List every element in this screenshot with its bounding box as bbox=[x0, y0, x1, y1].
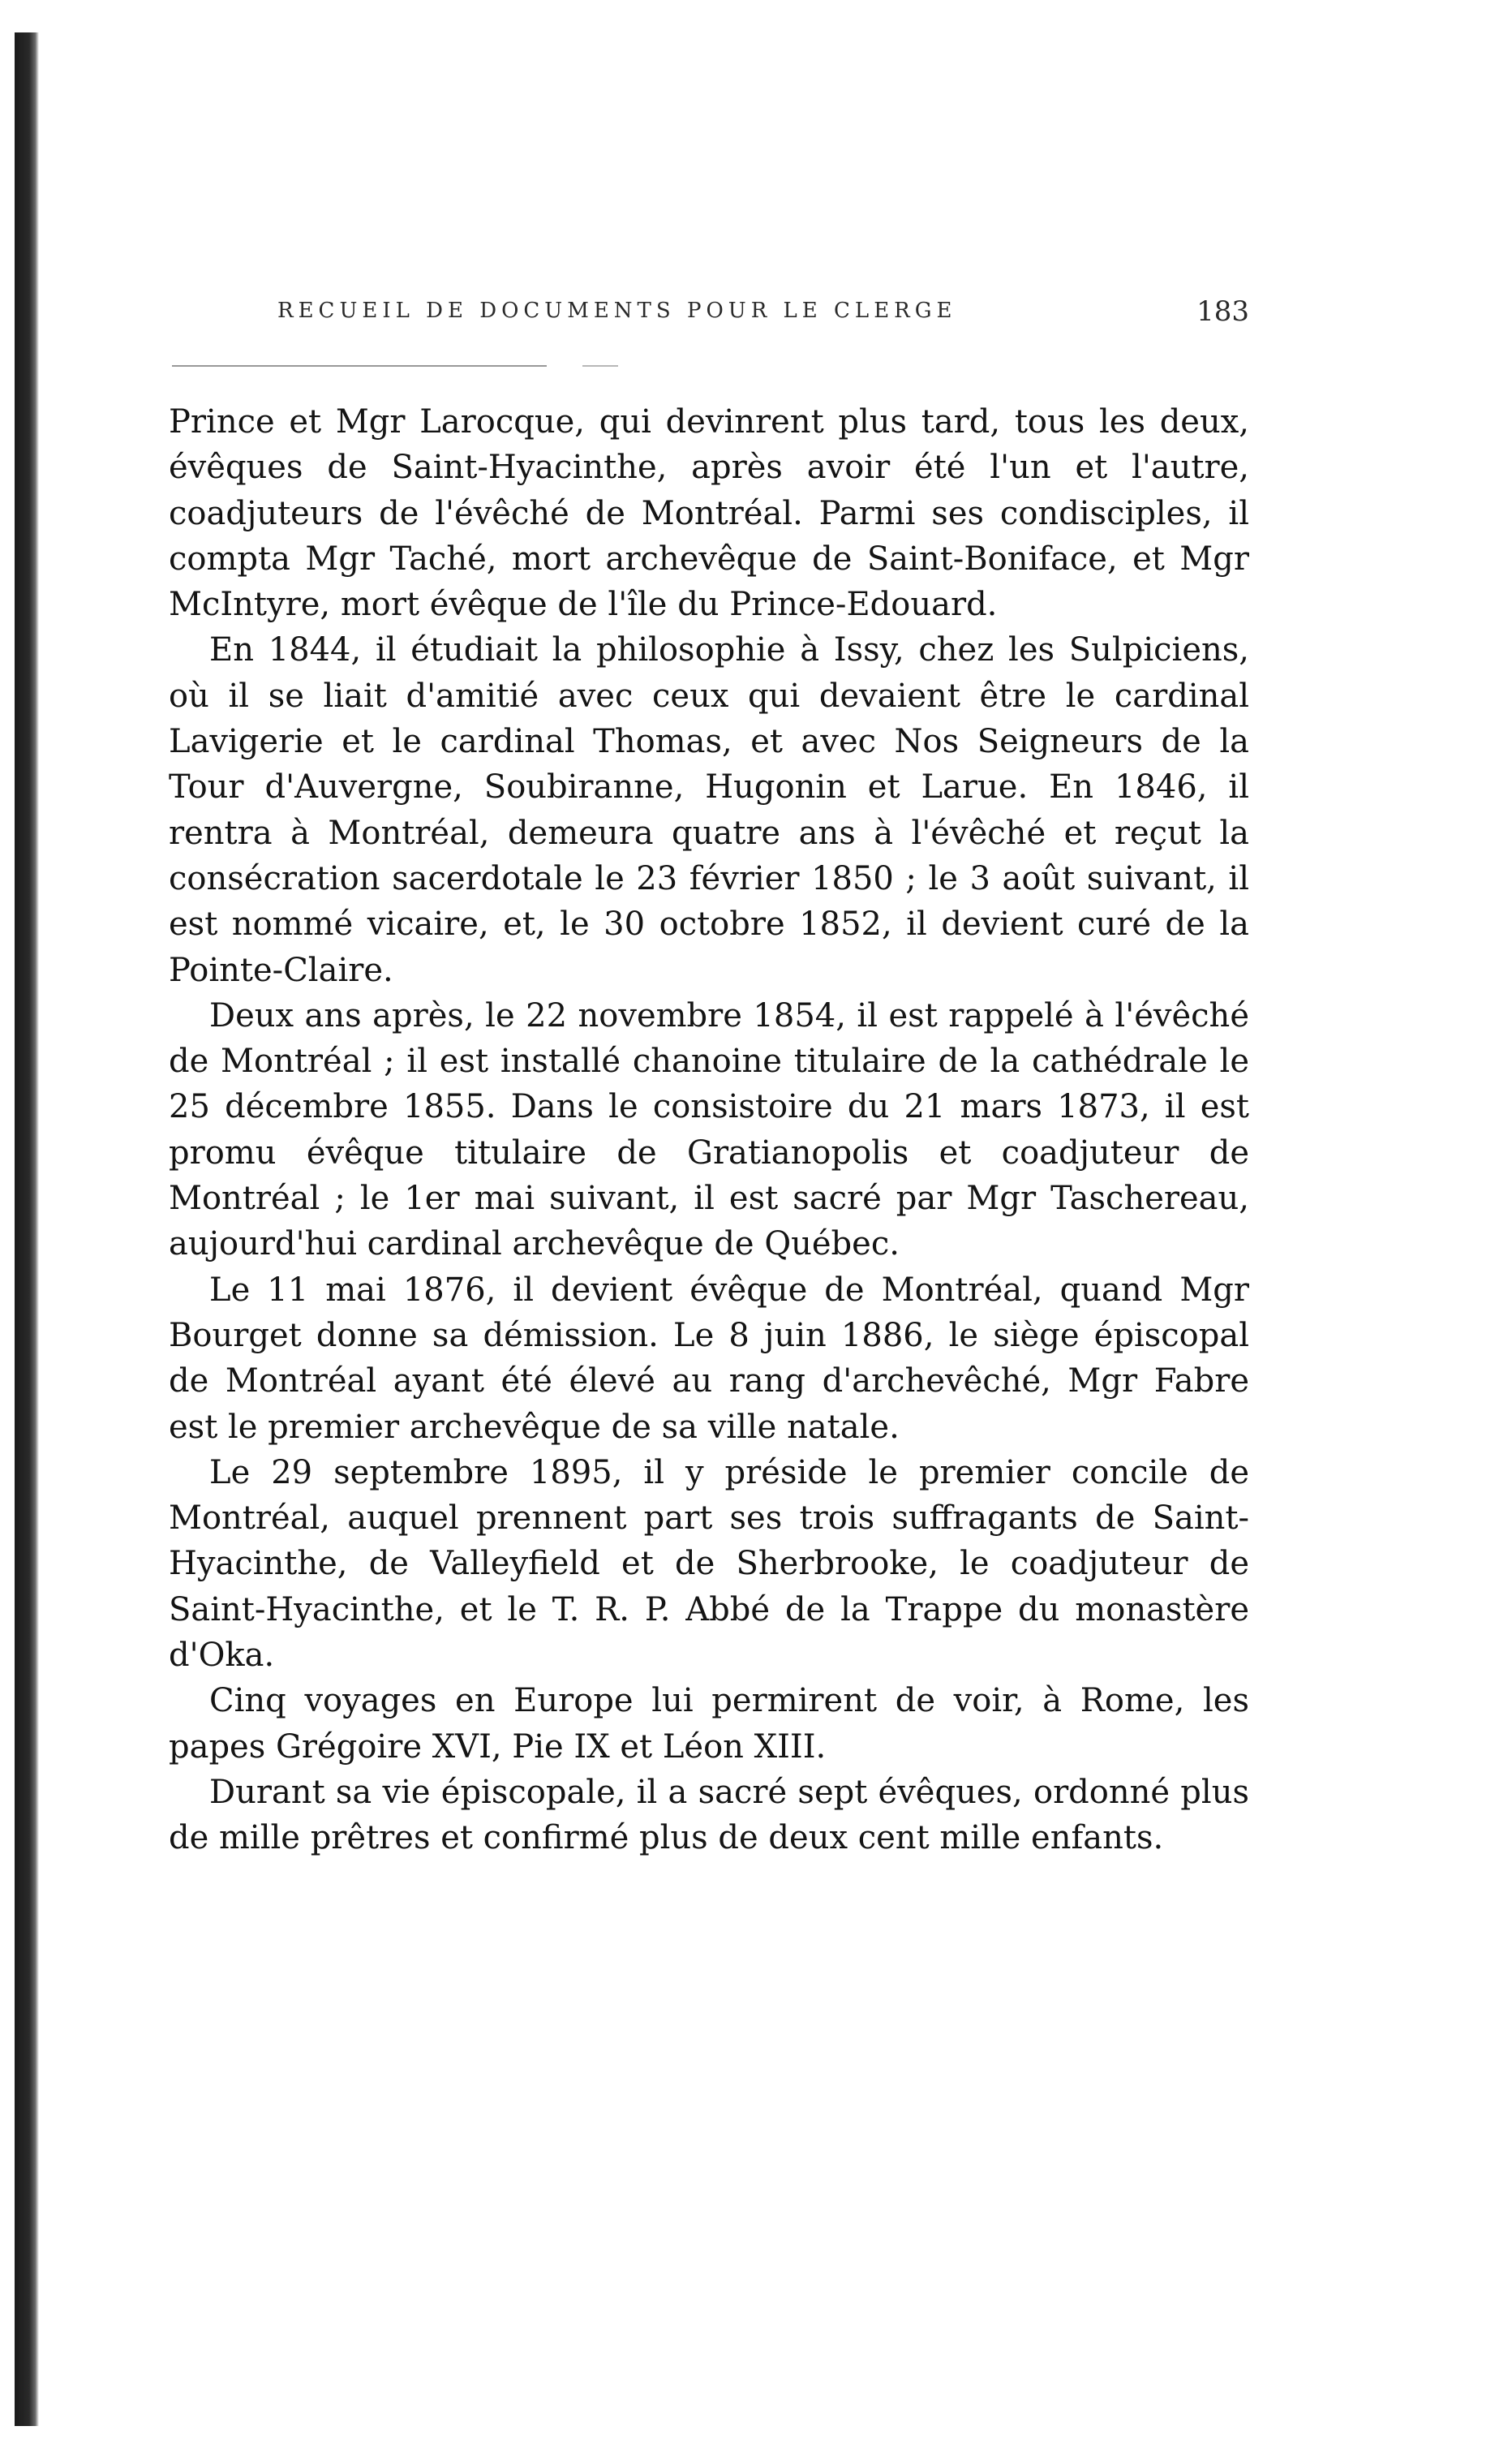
header-rule bbox=[172, 365, 1064, 367]
paragraph-6: Cinq voyages en Europe lui permirent de voir, à Rome, les papes Grégoire XVI, Pie IX et Léon XIII. bbox=[169, 1682, 1249, 1766]
paragraph-4: Le 11 mai 1876, il devient évêque de Montréal, quand Mgr Bourget donne sa démission. Le 8 juin 1886, le siège épiscopal de Montréal ayant été élevé au rang d'archevêché, Mgr Fabre est le premier archevêque de sa ville natale. bbox=[169, 1271, 1249, 1446]
page-binding-edge bbox=[15, 32, 39, 2426]
paragraph-2: En 1844, il étudiait la philosophie à Issy, chez les Sulpiciens, où il se liait d'amitié avec ceux qui devaient être le cardinal Lavigerie et le cardinal Thomas, et avec Nos Seigneurs de la Tour d'Auvergne, Soubiranne, Hugonin et Larue. En 1846, il rentra à Montréal, demeura quatre ans à l'évêché et reçut la consécration sacerdotale le 23 février 1850 ; le 3 août suivant, il est nommé vicaire, et, le 30 octobre 1852, il devient curé de la Pointe-Claire. bbox=[169, 631, 1249, 989]
running-title: RECUEIL DE DOCUMENTS POUR LE CLERGE bbox=[277, 299, 957, 323]
body-text bbox=[169, 399, 1249, 1861]
running-head bbox=[169, 295, 1249, 339]
paragraph-5: Le 29 septembre 1895, il y préside le premier concile de Montréal, auquel prennent part ses trois suffragants de Saint-Hyacinthe, de Valleyfield et de Sherbrooke, le coadjuteur de Saint-Hyacinthe, et le T. R. P. Abbé de la Trappe du monastère d'Oka. bbox=[169, 1453, 1249, 1675]
paragraph-7: Durant sa vie épiscopale, il a sacré sept évêques, ordonné plus de mille prêtres et confirmé plus de deux cent mille enfants. bbox=[169, 1773, 1249, 1857]
paragraph-3: Deux ans après, le 22 novembre 1854, il est rappelé à l'évêché de Montréal ; il est installé chanoine titulaire de la cathédrale le 25 décembre 1855. Dans le consistoire du 21 mars 1873, il est promu évêque titulaire de Gratianopolis et coadjuteur de Montréal ; le 1er mai suivant, il est sacré par Mgr Taschereau, aujourd'hui cardinal archevêque de Québec. bbox=[169, 996, 1249, 1263]
page-number: 183 bbox=[1196, 295, 1249, 328]
paragraph-1: Prince et Mgr Larocque, qui devinrent plus tard, tous les deux, évêques de Saint-Hyacinthe, après avoir été l'un et l'autre, coadjuteurs de l'évêché de Montréal. Parmi ses condisciples, il compta Mgr Taché, mort archevêque de Saint-Boniface, et Mgr McIntyre, mort évêque de l'île du Prince-Edouard. bbox=[169, 403, 1249, 624]
